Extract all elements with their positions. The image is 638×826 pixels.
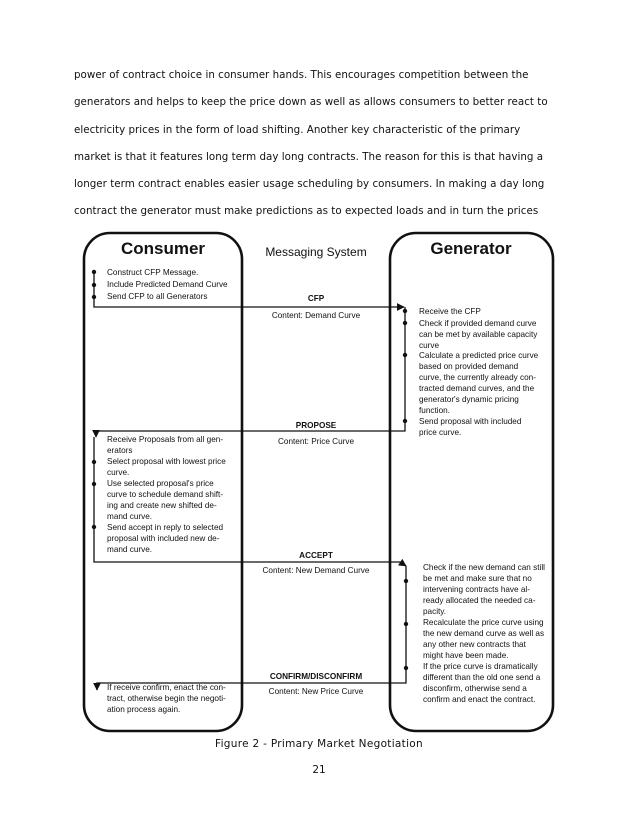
consumer-step: Include Predicted Demand Curve xyxy=(107,280,228,289)
consumer-title: Consumer xyxy=(120,239,206,258)
generator-step: curve, the currently already con- xyxy=(419,373,536,382)
generator-title: Generator xyxy=(430,239,512,258)
generator-step: generator's dynamic pricing xyxy=(419,395,519,404)
generator-step: function. xyxy=(419,406,450,415)
consumer-step: Send accept in reply to selected xyxy=(107,523,224,532)
consumer-step: curve to schedule demand shift- xyxy=(107,490,224,499)
consumer-steps-1 xyxy=(92,268,228,304)
generator-step: pacity. xyxy=(423,607,447,616)
generator-step: Check if provided demand curve xyxy=(419,319,537,328)
accept-message xyxy=(94,551,406,575)
consumer-step: If receive confirm, enact the con- xyxy=(107,683,226,692)
generator-step: price curve. xyxy=(419,428,462,437)
generator-step: different than the old one send a xyxy=(423,673,541,682)
generator-step: Send proposal with included xyxy=(419,417,522,426)
generator-step: disconfirm, otherwise send a xyxy=(423,684,527,693)
generator-step: intervening contracts have al- xyxy=(423,585,530,594)
generator-step: the new demand curve as well as xyxy=(423,629,545,638)
accept-label: ACCEPT xyxy=(299,551,333,560)
consumer-step: Select proposal with lowest price xyxy=(107,457,226,466)
confirm-content: Content: New Price Curve xyxy=(268,687,364,696)
paragraph-line: longer term contract enables easier usage scheduling by consumers. In making a day long xyxy=(74,178,545,191)
generator-step: can be met by available capacity xyxy=(419,330,538,339)
generator-steps-1 xyxy=(403,307,539,437)
consumer-step: Construct CFP Message. xyxy=(107,268,199,277)
consumer-step: Receive Proposals from all gen- xyxy=(107,435,224,444)
consumer-step: erators xyxy=(107,446,133,455)
generator-step: based on provided demand xyxy=(419,362,519,371)
generator-step: tracted demand curves, and the xyxy=(419,384,535,393)
consumer-step: mand curve. xyxy=(107,545,153,554)
page-number: 21 xyxy=(312,764,326,776)
generator-step: might have been made. xyxy=(423,651,509,660)
paragraph-line: contract the generator must make predictions as to expected loads and in turn the prices xyxy=(74,205,539,218)
paragraph-line: market is that it features long term day long contracts. The reason for this is that having a xyxy=(74,150,544,163)
generator-step: any other new contracts that xyxy=(423,640,526,649)
propose-content: Content: Price Curve xyxy=(278,437,354,446)
generator-step: ready allocated the needed ca- xyxy=(423,596,536,605)
paragraph-line: power of contract choice in consumer hands. This encourages competition between the xyxy=(74,69,529,81)
consumer-step: Use selected proposal's price xyxy=(107,479,214,488)
figure-caption: Figure 2 - Primary Market Negotiation xyxy=(215,738,423,750)
messaging-system-title: Messaging System xyxy=(265,245,367,259)
generator-step: curve xyxy=(419,341,440,350)
consumer-step: proposal with included new de- xyxy=(107,534,220,543)
consumer-step: curve. xyxy=(107,468,130,477)
paragraph-line: electricity prices in the form of load shifting. Another key characteristic of the primary xyxy=(74,123,521,136)
paragraph-line: generators and helps to keep the price down as well as allows consumers to better react to xyxy=(74,96,548,109)
consumer-step: tract, otherwise begin the negoti- xyxy=(107,694,226,703)
generator-step: be met and make sure that no xyxy=(423,574,532,583)
generator-step: Receive the CFP xyxy=(419,307,481,316)
confirm-label: CONFIRM/DISCONFIRM xyxy=(269,672,363,681)
consumer-step: Send CFP to all Generators xyxy=(107,292,208,301)
consumer-steps-2 xyxy=(92,435,226,560)
generator-step: Calculate a predicted price curve xyxy=(419,351,539,360)
cfp-label: CFP xyxy=(307,294,325,303)
accept-content: Content: New Demand Curve xyxy=(262,566,370,575)
consumer-step: ing and create new shifted de- xyxy=(107,501,217,510)
generator-step: Recalculate the price curve using xyxy=(423,618,544,627)
cfp-content: Content: Demand Curve xyxy=(271,311,361,320)
generator-step: confirm and enact the contract. xyxy=(423,695,536,704)
consumer-step: mand curve. xyxy=(107,512,153,521)
generator-step: Check if the new demand can still xyxy=(423,563,545,572)
consumer-steps-3 xyxy=(107,683,226,714)
propose-label: PROPOSE xyxy=(295,421,337,430)
generator-steps-2 xyxy=(404,563,545,704)
consumer-step: ation process again. xyxy=(107,705,181,714)
generator-step: If the price curve is dramatically xyxy=(423,662,538,671)
